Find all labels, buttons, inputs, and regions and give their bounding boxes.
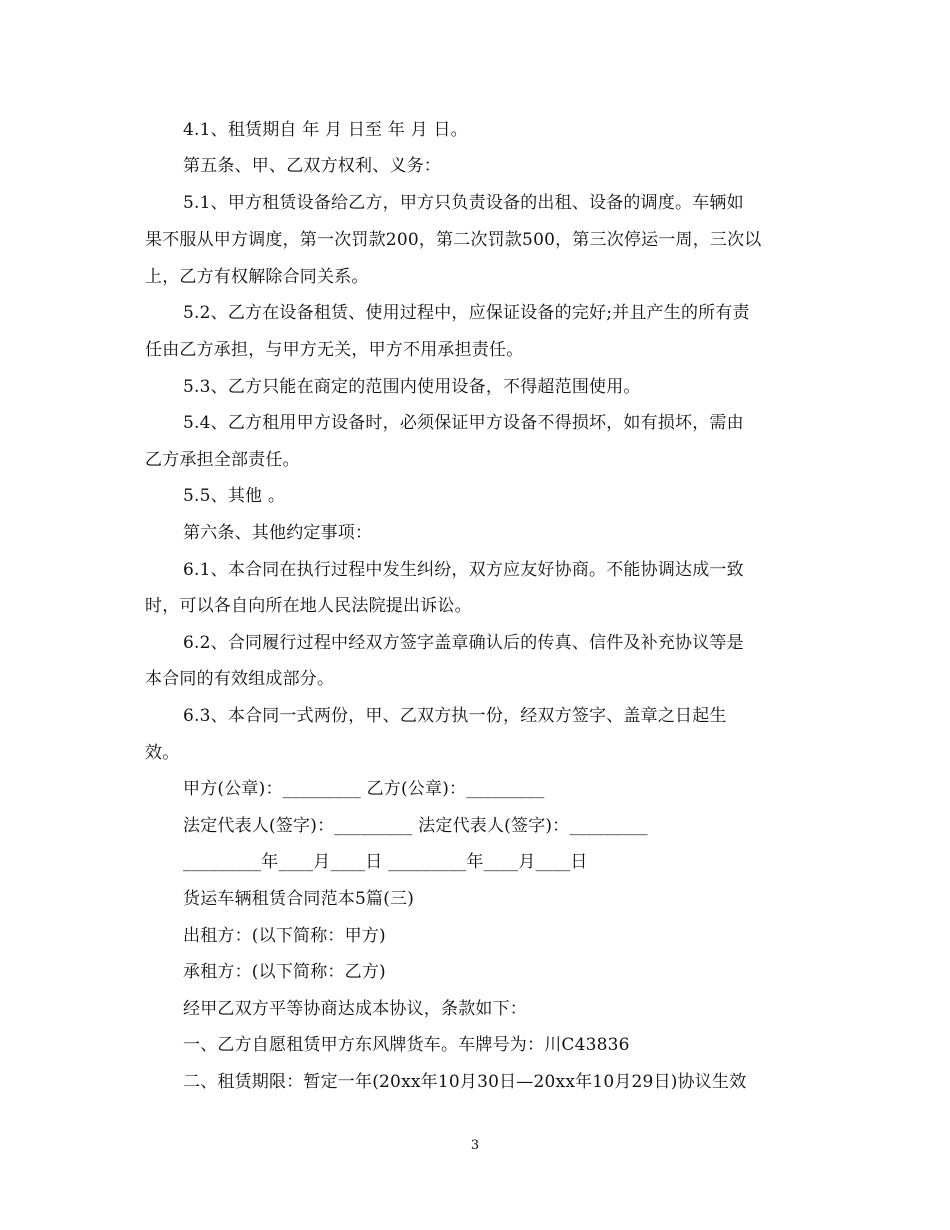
page-number: 3 [470, 1138, 480, 1153]
clause-5-1-line-1: 5.1、甲方租赁设备给乙方，甲方只负责设备的出租、设备的调度。车辆如 [183, 193, 744, 213]
lessee-line: 承租方：(以下简称：乙方) [183, 962, 386, 982]
clause-5-2-line-2: 任由乙方承担，与甲方无关，甲方不用承担责任。 [145, 340, 524, 360]
clause-5-4-line-1: 5.4、乙方租用甲方设备时，必须保证甲方设备不得损坏，如有损坏，需由 [183, 413, 744, 433]
clause-6-3-line-2: 效。 [145, 743, 180, 763]
clause-5-2-line-1: 5.2、乙方在设备租赁、使用过程中，应保证设备的完好;并且产生的所有责 [183, 303, 750, 323]
representative-signature-line: 法定代表人(签字)：_________ 法定代表人(签字)：_________ [183, 816, 648, 836]
term-1: 一、乙方自愿租赁甲方东风牌货车。车牌号为：川C43836 [183, 1035, 630, 1055]
clause-5-3: 5.3、乙方只能在商定的范围内使用设备，不得超范围使用。 [183, 377, 641, 397]
clause-6-1-line-2: 时，可以各自向所在地人民法院提出诉讼。 [145, 596, 472, 616]
clause-5-1-line-2: 果不服从甲方调度，第一次罚款200，第二次罚款500，第三次停运一周，三次以 [145, 230, 762, 250]
seal-signature-line: 甲方(公章)：_________ 乙方(公章)：_________ [183, 779, 545, 799]
clause-6-2-line-1: 6.2、合同履行过程中经双方签字盖章确认后的传真、信件及补充协议等是 [183, 633, 744, 653]
clause-6-2-line-2: 本合同的有效组成部分。 [145, 669, 335, 689]
clause-6-3-line-1: 6.3、本合同一式两份，甲、乙双方执一份，经双方签字、盖章之日起生 [183, 706, 727, 726]
clause-5-4-line-2: 乙方承担全部责任。 [145, 450, 300, 470]
clause-5-5: 5.5、其他 。 [183, 486, 286, 506]
section-title: 货运车辆租赁合同范本5篇(三) [183, 889, 415, 909]
article-6-heading: 第六条、其他约定事项： [183, 523, 373, 543]
term-2: 二、租赁期限：暂定一年(20xx年10月30日—20xx年10月29日)协议生效 [183, 1072, 747, 1092]
agreement-intro: 经甲乙双方平等协商达成本协议，条款如下： [183, 999, 527, 1019]
article-5-heading: 第五条、甲、乙双方权利、义务： [183, 156, 441, 176]
lessor-line: 出租方：(以下简称：甲方) [183, 926, 386, 946]
clause-4-1: 4.1、租赁期自 年 月 日至 年 月 日。 [183, 120, 468, 140]
clause-5-1-line-3: 上，乙方有权解除合同关系。 [145, 267, 369, 287]
clause-6-1-line-1: 6.1、本合同在执行过程中发生纠纷，双方应友好协商。不能协调达成一致 [183, 560, 744, 580]
date-line: _________年____月____日 _________年____月____日 [183, 852, 588, 872]
